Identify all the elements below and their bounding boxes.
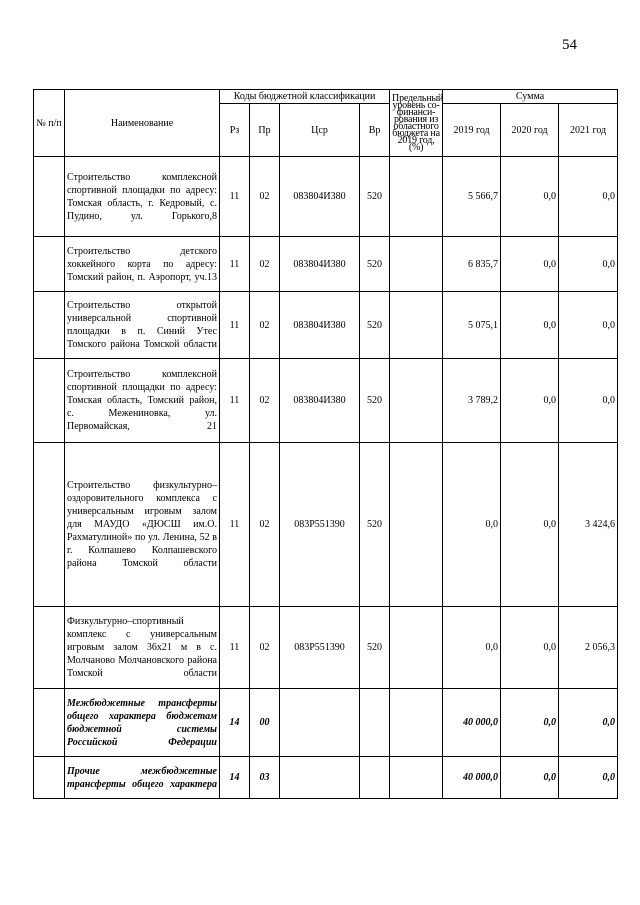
row-csr: 083804И380 xyxy=(280,157,360,237)
row-cofinancing xyxy=(390,157,443,237)
row-number xyxy=(34,757,65,799)
row-name: Строительство детского хоккейного корта по адресу: Томский район, п. Аэропорт, уч.13 xyxy=(65,237,220,292)
row-sum-2021: 0,0 xyxy=(559,292,618,359)
row-sum-2021: 2 056,3 xyxy=(559,607,618,689)
row-sum-2020: 0,0 xyxy=(501,757,559,799)
header-pr: Пр xyxy=(250,104,280,157)
row-pr: 02 xyxy=(250,237,280,292)
row-cofinancing xyxy=(390,443,443,607)
row-cofinancing xyxy=(390,237,443,292)
row-csr: 083804И380 xyxy=(280,359,360,443)
header-no: № п/п xyxy=(34,90,65,157)
row-csr: 083804И380 xyxy=(280,292,360,359)
row-pr: 02 xyxy=(250,359,280,443)
row-name: Строительство открытой универсальной спортивной площадки в п. Синий Утес Томского района Томской области xyxy=(65,292,220,359)
row-rz: 11 xyxy=(220,443,250,607)
row-number xyxy=(34,607,65,689)
row-sum-2021: 0,0 xyxy=(559,157,618,237)
row-sum-2020: 0,0 xyxy=(501,237,559,292)
row-rz: 11 xyxy=(220,292,250,359)
page-number: 54 xyxy=(562,37,577,53)
row-vr: 520 xyxy=(360,443,390,607)
header-codes-group: Коды бюджетной классификации xyxy=(220,90,390,104)
row-sum-2021: 0,0 xyxy=(559,359,618,443)
row-sum-2019: 6 835,7 xyxy=(443,237,501,292)
row-pr: 02 xyxy=(250,157,280,237)
row-pr: 02 xyxy=(250,607,280,689)
row-number xyxy=(34,443,65,607)
row-sum-2020: 0,0 xyxy=(501,157,559,237)
header-2021: 2021 год xyxy=(559,104,618,157)
row-pr: 02 xyxy=(250,292,280,359)
header-rz: Рз xyxy=(220,104,250,157)
row-sum-2020: 0,0 xyxy=(501,443,559,607)
row-sum-2021: 0,0 xyxy=(559,237,618,292)
budget-table xyxy=(33,89,618,799)
header-csr: Цср xyxy=(280,104,360,157)
row-vr: 520 xyxy=(360,157,390,237)
row-sum-2020: 0,0 xyxy=(501,689,559,757)
row-sum-2021: 0,0 xyxy=(559,689,618,757)
row-pr: 00 xyxy=(250,689,280,757)
row-sum-2021: 3 424,6 xyxy=(559,443,618,607)
row-name: Физкультурно–спортивный комплекс с универсальным игровым залом 36х21 м в с. Молчаново Молчановского района Томской области xyxy=(65,607,220,689)
row-name: Строительство физкультурно–оздоровительного комплекса с универсальным игровым залом для МАУДО «ДЮСШ им.О. Рахматулиной» по ул. Ленина, 52 в г. Колпашево Колпашевского района Томской области xyxy=(65,443,220,607)
header-2019: 2019 год xyxy=(443,104,501,157)
row-rz: 11 xyxy=(220,237,250,292)
table-row xyxy=(34,757,618,799)
row-vr: 520 xyxy=(360,292,390,359)
row-sum-2021: 0,0 xyxy=(559,757,618,799)
row-cofinancing xyxy=(390,757,443,799)
row-pr: 03 xyxy=(250,757,280,799)
row-rz: 11 xyxy=(220,359,250,443)
row-number xyxy=(34,157,65,237)
row-name: Строительство комплексной спортивной площадки по адресу: Томская область, Томский район, с. Межениновка, ул. Первомайская, 21 xyxy=(65,359,220,443)
header-2020: 2020 год xyxy=(501,104,559,157)
row-cofinancing xyxy=(390,292,443,359)
row-vr: 520 xyxy=(360,607,390,689)
row-name: Межбюджетные трансферты общего характера бюджетам бюджетной системы Российской Федерации xyxy=(65,689,220,757)
row-rz: 11 xyxy=(220,157,250,237)
row-sum-2019: 3 789,2 xyxy=(443,359,501,443)
table-row xyxy=(34,359,618,443)
row-rz: 14 xyxy=(220,757,250,799)
row-sum-2019: 5 075,1 xyxy=(443,292,501,359)
header-cofinancing: Предельный уровень со-финанси-рования из областного бюджета на 2019 год, (%) xyxy=(390,90,443,157)
row-csr xyxy=(280,757,360,799)
row-sum-2020: 0,0 xyxy=(501,607,559,689)
row-csr: 083Р551390 xyxy=(280,443,360,607)
row-csr: 083Р551390 xyxy=(280,607,360,689)
table-row xyxy=(34,443,618,607)
row-pr: 02 xyxy=(250,443,280,607)
row-number xyxy=(34,689,65,757)
row-sum-2020: 0,0 xyxy=(501,292,559,359)
table-row xyxy=(34,157,618,237)
row-rz: 14 xyxy=(220,689,250,757)
row-name: Строительство комплексной спортивной площадки по адресу: Томская область, г. Кедровый, с. Пудино, ул. Горького,8 xyxy=(65,157,220,237)
row-number xyxy=(34,292,65,359)
table-row xyxy=(34,607,618,689)
header-name: Наименование xyxy=(65,90,220,157)
row-rz: 11 xyxy=(220,607,250,689)
row-vr: 520 xyxy=(360,237,390,292)
header-vr: Вр xyxy=(360,104,390,157)
table-row xyxy=(34,237,618,292)
row-cofinancing xyxy=(390,607,443,689)
row-sum-2019: 40 000,0 xyxy=(443,757,501,799)
table-row xyxy=(34,689,618,757)
row-sum-2019: 0,0 xyxy=(443,607,501,689)
row-csr xyxy=(280,689,360,757)
row-vr: 520 xyxy=(360,359,390,443)
row-name: Прочие межбюджетные трансферты общего характера xyxy=(65,757,220,799)
row-vr xyxy=(360,757,390,799)
row-vr xyxy=(360,689,390,757)
row-cofinancing xyxy=(390,689,443,757)
header-sum-group: Сумма xyxy=(443,90,618,104)
row-sum-2019: 40 000,0 xyxy=(443,689,501,757)
row-sum-2019: 0,0 xyxy=(443,443,501,607)
row-number xyxy=(34,237,65,292)
row-csr: 083804И380 xyxy=(280,237,360,292)
row-sum-2019: 5 566,7 xyxy=(443,157,501,237)
row-sum-2020: 0,0 xyxy=(501,359,559,443)
row-cofinancing xyxy=(390,359,443,443)
table-row xyxy=(34,292,618,359)
row-number xyxy=(34,359,65,443)
